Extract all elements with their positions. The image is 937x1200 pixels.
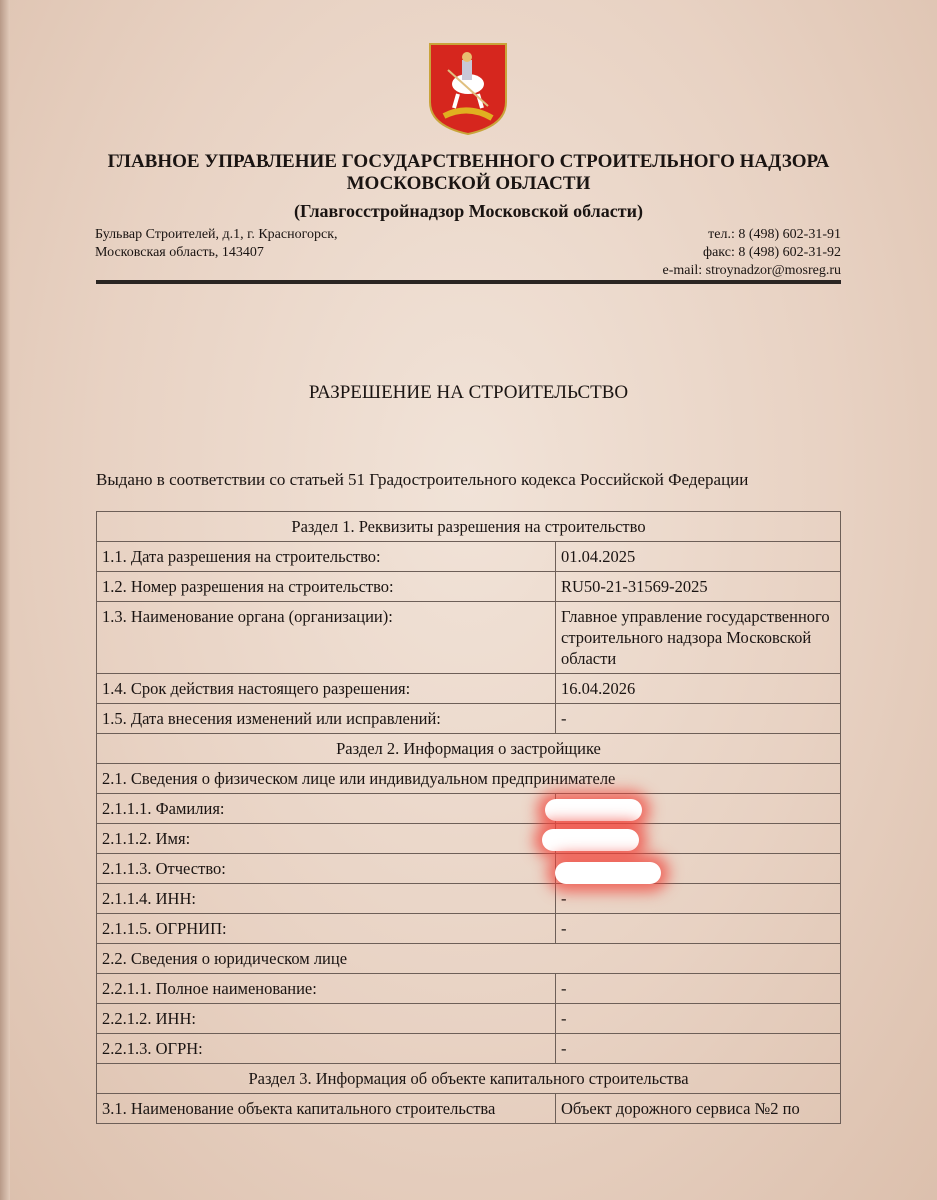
cell-label: 2.1.1.4. ИНН: — [97, 884, 556, 914]
table-row — [97, 602, 841, 674]
fax: факс: 8 (498) 602-31-92 — [703, 245, 841, 260]
table-row — [97, 884, 841, 914]
table-row — [97, 944, 841, 974]
address-line1: Бульвар Строителей, д.1, г. Красногорск, — [95, 227, 338, 242]
document-title: РАЗРЕШЕНИЕ НА СТРОИТЕЛЬСТВО — [308, 382, 629, 403]
cell-value: Главное управление государственного строительного надзора Московской области — [556, 602, 841, 674]
table-row — [97, 974, 841, 1004]
cell-value: Объект дорожного сервиса №2 по — [556, 1094, 841, 1124]
page-edge — [0, 0, 10, 1200]
table-row — [97, 674, 841, 704]
table-row — [97, 824, 841, 854]
section-header: Раздел 2. Информация о застройщике — [97, 734, 841, 764]
cell-value: 16.04.2026 — [556, 674, 841, 704]
table-row — [97, 854, 841, 884]
email: e-mail: stroynadzor@mosreg.ru — [662, 263, 841, 278]
cell-value: - — [556, 884, 841, 914]
redaction-surname — [545, 799, 642, 821]
coat-of-arms-icon — [428, 42, 508, 136]
cell-label: 1.1. Дата разрешения на строительство: — [97, 542, 556, 572]
cell-label: 2.1.1.5. ОГРНИП: — [97, 914, 556, 944]
cell-label: 1.5. Дата внесения изменений или исправлений: — [97, 704, 556, 734]
phone: тел.: 8 (498) 602-31-91 — [708, 227, 841, 242]
table-row — [97, 1094, 841, 1124]
cell-label: 2.1.1.2. Имя: — [97, 824, 556, 854]
cell-label: 3.1. Наименование объекта капитального строительства — [97, 1094, 556, 1124]
table-row — [97, 704, 841, 734]
subsection-header: 2.2. Сведения о юридическом лице — [97, 944, 841, 974]
table-row — [97, 512, 841, 542]
table-row — [97, 764, 841, 794]
cell-label: 1.4. Срок действия настоящего разрешения: — [97, 674, 556, 704]
cell-value: - — [556, 974, 841, 1004]
cell-value: - — [556, 1034, 841, 1064]
table-row — [97, 1004, 841, 1034]
table-row — [97, 1034, 841, 1064]
permit-table — [96, 511, 841, 1124]
issued-basis: Выдано в соответствии со статьей 51 Градостроительного кодекса Российской Федерации — [96, 470, 749, 489]
address-line2: Московская область, 143407 — [95, 245, 264, 260]
cell-value: RU50-21-31569-2025 — [556, 572, 841, 602]
redaction-name — [542, 829, 639, 851]
cell-label: 2.1.1.1. Фамилия: — [97, 794, 556, 824]
subsection-header: 2.1. Сведения о физическом лице или индивидуальном предпринимателе — [97, 764, 841, 794]
table-row — [97, 1064, 841, 1094]
org-name-line1: ГЛАВНОЕ УПРАВЛЕНИЕ ГОСУДАРСТВЕННОГО СТРОИТЕЛЬНОГО НАДЗОРА — [107, 151, 830, 172]
header-divider — [96, 280, 841, 284]
table-row — [97, 572, 841, 602]
section-header: Раздел 3. Информация об объекте капитального строительства — [97, 1064, 841, 1094]
cell-label: 2.1.1.3. Отчество: — [97, 854, 556, 884]
cell-label: 1.2. Номер разрешения на строительство: — [97, 572, 556, 602]
table-row — [97, 914, 841, 944]
cell-label: 1.3. Наименование органа (организации): — [97, 602, 556, 674]
section-header: Раздел 1. Реквизиты разрешения на строительство — [97, 512, 841, 542]
org-short-name: (Главгосстройнадзор Московской области) — [294, 201, 643, 221]
cell-value: - — [556, 1004, 841, 1034]
table-row — [97, 542, 841, 572]
table-row — [97, 794, 841, 824]
cell-value: - — [556, 704, 841, 734]
table-row — [97, 734, 841, 764]
redaction-patronymic — [555, 862, 661, 884]
cell-label: 2.2.1.1. Полное наименование: — [97, 974, 556, 1004]
cell-label: 2.2.1.3. ОГРН: — [97, 1034, 556, 1064]
cell-value: - — [556, 914, 841, 944]
cell-label: 2.2.1.2. ИНН: — [97, 1004, 556, 1034]
cell-value: 01.04.2025 — [556, 542, 841, 572]
org-name-line2: МОСКОВСКОЙ ОБЛАСТИ — [346, 173, 591, 194]
